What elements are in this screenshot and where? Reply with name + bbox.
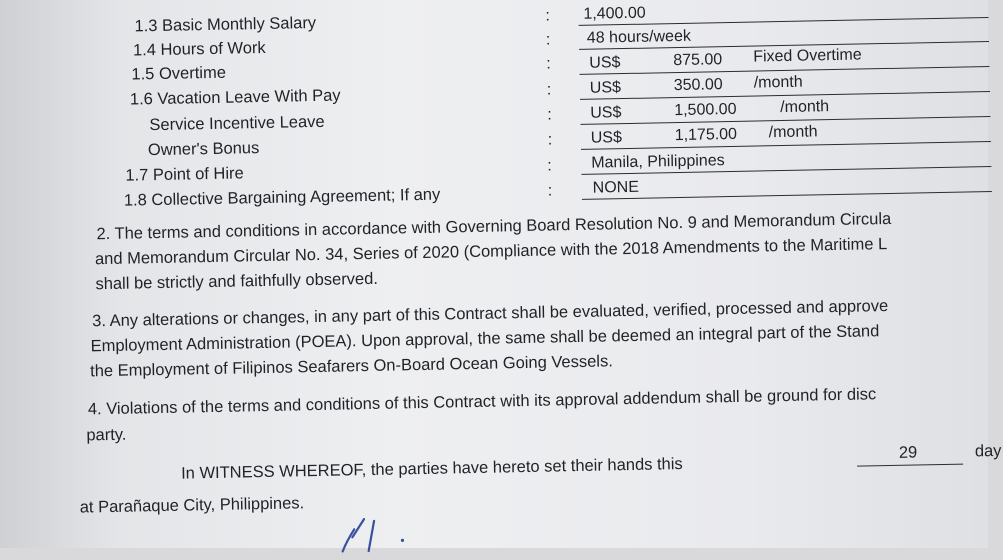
item-colon: :: [545, 31, 551, 49]
paragraph-3-line-2: Employment Administration (POEA). Upon approval, the same shall be deemed an integral part of the Stand: [90, 322, 880, 356]
item-1-6-label: [130, 85, 341, 109]
item-1-8-value: NONE: [592, 178, 640, 197]
item-colon: :: [547, 157, 552, 175]
item-label: Collective Bargaining Agreement; If any: [151, 185, 441, 210]
owners-bonus-currency: US$: [590, 129, 623, 147]
item-1-8-label: [124, 185, 441, 211]
item-colon: :: [547, 182, 553, 200]
item-number: 1.6: [129, 90, 154, 109]
item-1-7-label: [125, 163, 244, 185]
service-incentive-leave-currency: US$: [590, 104, 622, 122]
item-label: Vacation Leave With Pay: [157, 86, 341, 108]
day-fill-line: [857, 464, 963, 467]
paragraph-4-line-1: 4. Violations of the terms and conditions of this Contract with its approval addendum shall be ground for disc: [87, 385, 877, 419]
item-1-4-label: [133, 38, 266, 61]
item-colon: :: [547, 106, 552, 124]
item-1-6-note: /month: [753, 73, 803, 92]
item-colon: :: [547, 131, 553, 149]
item-label: Owner's Bonus: [147, 139, 260, 160]
item-colon: :: [545, 7, 551, 25]
item-number: 1.4: [132, 41, 157, 60]
item-label: Hours of Work: [160, 38, 266, 59]
item-number: 1.5: [131, 65, 155, 84]
item-label: Basic Monthly Salary: [161, 13, 317, 35]
item-1-5-currency: US$: [589, 54, 621, 72]
paragraph-3-line-3: the Employment of Filipinos Seafarers On-Board Ocean Going Vessels.: [89, 352, 613, 381]
item-1-3-label: [134, 13, 316, 36]
item-1-5-label: [131, 63, 226, 85]
owners-bonus-note: /month: [768, 123, 818, 142]
witness-place: at Parañaque City, Philippines.: [79, 494, 305, 517]
paragraph-2-line-3: shall be strictly and faithfully observed.: [95, 269, 379, 294]
item-label: Overtime: [158, 63, 227, 83]
paragraph-4-line-2: party.: [86, 425, 127, 445]
item-colon: :: [546, 81, 552, 99]
signature-mark: [328, 512, 429, 554]
item-number: 1.7: [125, 166, 149, 185]
item-1-6-currency: US$: [589, 79, 622, 97]
fill-line: [582, 191, 992, 200]
witness-day-number: 29: [898, 443, 918, 462]
item-1-4-value: 48 hours/week: [586, 27, 692, 47]
item-1-5-amount: 875.00: [673, 51, 723, 70]
item-label: Service Incentive Leave: [149, 112, 325, 135]
paragraph-2-line-2: and Memorandum Circular No. 34, Series of 2020 (Compliance with the 2018 Amendments to the Maritime L: [94, 235, 888, 269]
paragraph-2-line-1: 2. The terms and conditions in accordance with Governing Board Resolution No. 9 and Memorandum Circula: [96, 209, 892, 244]
item-number: 1.8: [123, 191, 147, 210]
item-colon: :: [546, 55, 551, 73]
item-number: 1.3: [134, 16, 158, 36]
paragraph-3-line-1: 3. Any alterations or changes, in any part of this Contract shall be evaluated, verified, processed and approve: [92, 297, 889, 331]
witness-text: In WITNESS WHEREOF, the parties have hereto set their hands this: [180, 454, 683, 483]
item-1-3-value: 1,400.00: [583, 4, 646, 23]
item-label: Point of Hire: [152, 164, 244, 185]
service-incentive-leave-note: /month: [780, 98, 830, 117]
owners-bonus-label: [148, 138, 260, 160]
service-incentive-leave-amount: 1,500.00: [674, 100, 737, 120]
item-1-6-amount: 350.00: [673, 76, 723, 95]
owners-bonus-amount: 1,175.00: [674, 125, 738, 145]
service-incentive-leave-label: [149, 112, 325, 135]
item-1-5-note: Fixed Overtime: [753, 46, 862, 66]
witness-day-suffix: day: [974, 441, 1002, 461]
item-1-7-value: Manila, Philippines: [591, 152, 725, 172]
